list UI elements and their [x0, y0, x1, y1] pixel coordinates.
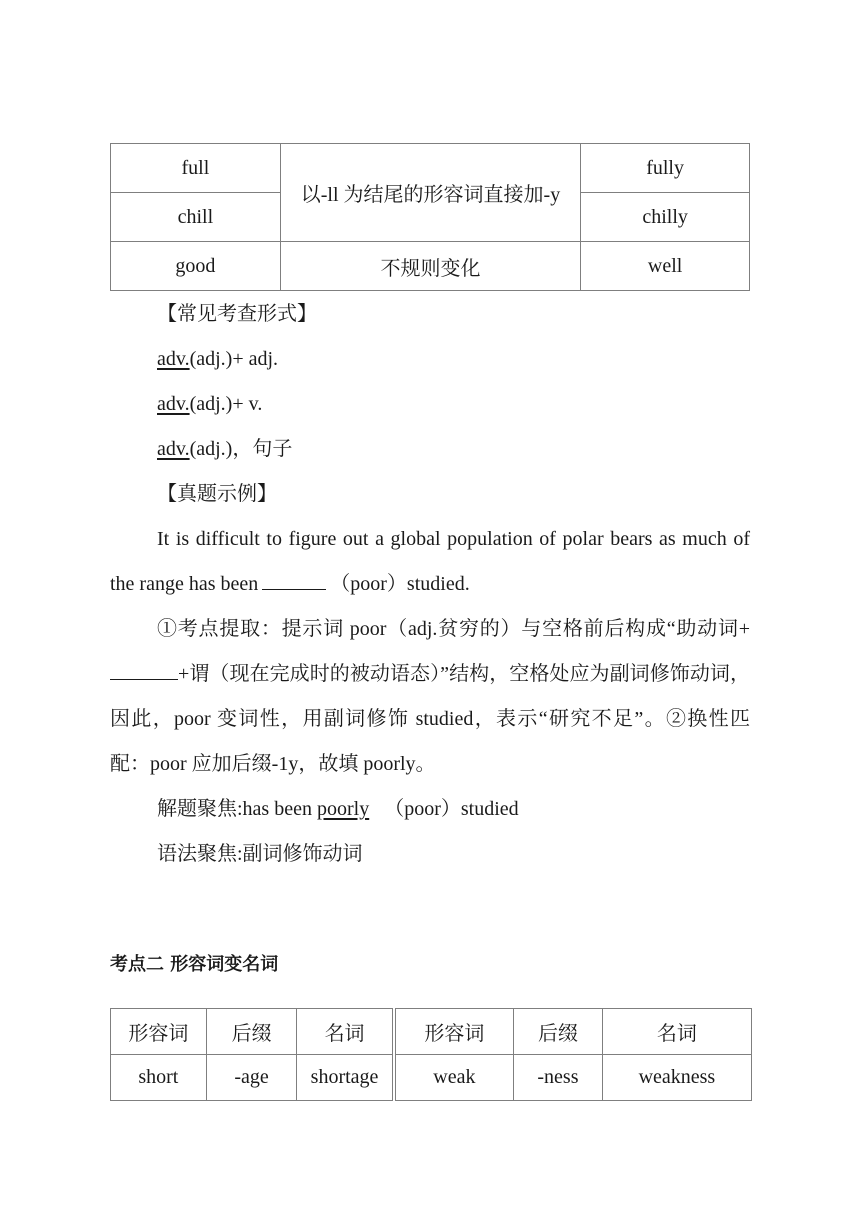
focus-rest: （poor）studied	[384, 798, 519, 820]
header-suffix: 后缀	[514, 1009, 603, 1055]
table-row	[111, 1055, 752, 1101]
adv-label: adv.	[157, 348, 190, 370]
noun-cell: weakness	[602, 1055, 751, 1101]
table-row	[111, 242, 750, 291]
analysis-part-1: ①考点提取：提示词 poor（adj.贫穷的）与空格前后构成“助动词+	[157, 618, 750, 640]
analysis-part-2: +谓（现在完成时的被动语态）”结构，空格处应为副词修饰动词，因此，poor 变词性，用副词修饰 studied，表示“研究不足”。②换性匹配：poor 应加后缀-1y，故填 poorly。	[110, 663, 750, 775]
example-sentence	[110, 517, 750, 607]
sentence-after: （poor）studied.	[330, 573, 470, 595]
rule-cell: 不规则变化	[280, 242, 580, 291]
adverb-cell: fully	[581, 144, 750, 193]
focus-label: 解题聚焦:has been	[157, 798, 312, 820]
adjective-cell: chill	[111, 193, 281, 242]
noun-cell: shortage	[297, 1055, 394, 1101]
adjective-cell: weak	[394, 1055, 514, 1101]
header-noun: 名词	[297, 1009, 394, 1055]
answer-blank	[262, 571, 326, 590]
example-section-title: 【真题示例】	[157, 483, 277, 505]
form-line	[110, 382, 750, 427]
analysis-blank	[110, 661, 178, 680]
adjective-cell: short	[111, 1055, 207, 1101]
suffix-cell: -age	[206, 1055, 297, 1101]
form-rest: (adj.)+ v.	[189, 393, 263, 415]
forms-section-title: 【常见考查形式】	[157, 303, 317, 325]
analysis-paragraph	[110, 607, 750, 787]
adverb-formation-table	[110, 143, 750, 291]
section-heading: 考点二 形容词变名词	[110, 954, 279, 975]
header-adjective: 形容词	[111, 1009, 207, 1055]
table-header-row	[111, 1009, 752, 1055]
focus-answer: poorly	[316, 798, 370, 820]
grammar-focus: 语法聚焦:副词修饰动词	[157, 843, 363, 865]
solution-focus	[110, 787, 750, 832]
adverb-cell: chilly	[581, 193, 750, 242]
form-rest: (adj.)+ adj.	[189, 348, 279, 370]
adv-label: adv.	[157, 393, 190, 415]
adjective-cell: full	[111, 144, 281, 193]
form-line	[110, 337, 750, 382]
header-adjective: 形容词	[394, 1009, 514, 1055]
noun-formation-table	[110, 1008, 752, 1101]
header-suffix: 后缀	[206, 1009, 297, 1055]
suffix-cell: -ness	[514, 1055, 603, 1101]
adv-label: adv.	[157, 438, 190, 460]
header-noun: 名词	[602, 1009, 751, 1055]
form-rest: (adj.)，句子	[189, 438, 293, 460]
rule-cell: 以-ll 为结尾的形容词直接加-y	[280, 144, 580, 242]
adverb-cell: well	[581, 242, 750, 291]
form-line	[110, 427, 750, 472]
sentence-before: It is difficult to figure out a global population of polar bears as much of the range has been	[110, 528, 750, 595]
table-row	[111, 144, 750, 193]
adjective-cell: good	[111, 242, 281, 291]
